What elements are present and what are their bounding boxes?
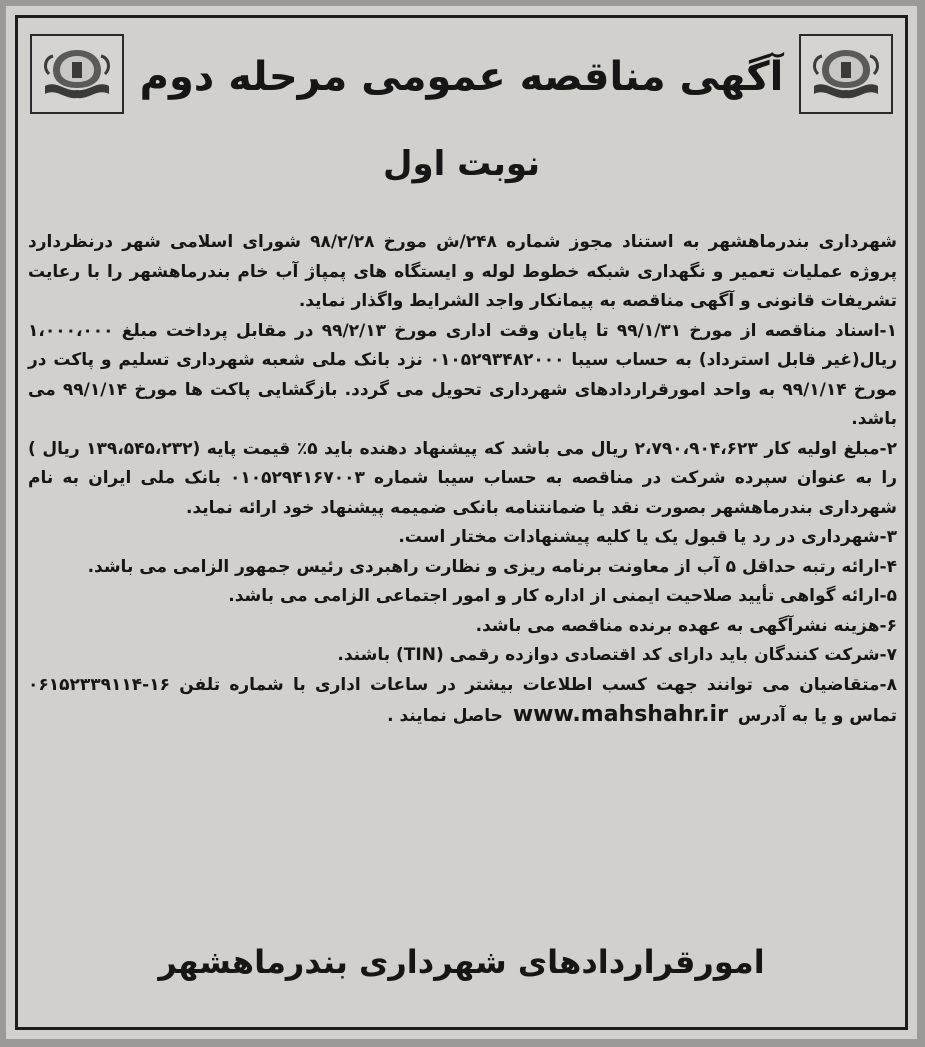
ad-subtitle: نوبت اول xyxy=(383,144,540,184)
item-8-text-after: حاصل نمایند . xyxy=(387,706,503,726)
newspaper-clipping xyxy=(6,6,917,1039)
ad-signature: امورقراردادهای شهرداری بندرماهشهر xyxy=(158,943,765,981)
item-8-text-before: ۸-متقاضیان می توانند جهت کسب اطلاعات بیشتر در ساعات اداری با شماره تلفن ۱۶-۰۶۱۵۲۳۳۹۱۱۴ تماس و یا به آدرس xyxy=(28,674,897,726)
municipality-logo-right xyxy=(799,34,893,114)
item-6: ۶-هزینه نشرآگهی به عهده برنده مناقصه می باشد. xyxy=(475,615,897,636)
item-5: ۵-ارائه گواهی تأیید صلاحیت ایمنی از اداره کار و امور اجتماعی الزامی می باشد. xyxy=(228,586,897,606)
item-7 xyxy=(28,641,897,671)
item-4: ۴-ارائه رتبه حداقل ۵ آب از معاونت برنامه ریزی و نظارت راهبردی رئیس جمهور الزامی می باشد. xyxy=(87,556,897,577)
item-8 xyxy=(28,671,897,732)
municipality-emblem-icon xyxy=(808,44,884,104)
municipality-logo-left xyxy=(30,34,124,114)
item-3: ۳-شهرداری در رد یا قبول یک یا کلیه پیشنهادات مختار است. xyxy=(398,527,897,547)
item-1: ۱-اسناد مناقصه از مورخ ۹۹/۱/۳۱ تا پایان وقت اداری مورخ ۹۹/۲/۱۳ در مقابل پرداخت مبلغ ۱،۰۰۰،۰۰۰ ریال(غیر قابل استرداد) به حساب سیبا ۰۱۰۵۲۹۳۴۸۲۰۰۰ نزد بانک ملی شعبه شهرداری تسلیم و پاکت در مورخ ۹۹/۱/۱۴ به واحد امورقراردادهای شهرداری تحویل می گردد. بازگشایی پاکت ها مورخ ۹۹/۱/۱۴ می باشد. xyxy=(28,320,898,429)
ad-title: آگهی مناقصه عمومی مرحله دوم xyxy=(139,54,784,100)
municipality-emblem-icon xyxy=(39,44,115,104)
item-2: ۲-مبلغ اولیه کار ۲،۷۹۰،۹۰۴،۶۲۳ ریال می باشد که پیشنهاد دهنده باید ۵٪ قیمت پایه (۱۳۹،۵۴۵،۲۳۲ ریال ) را به عنوان سپرده شرکت در مناقصه به حساب سیبا شماره ۰۱۰۵۲۹۴۱۶۷۰۰۳ بانک ملی ایران به نام شهرداری بندرماهشهر بصورت نقد یا ضمانتنامه بانکی ضمیمه پیشنهاد خود ارائه نماید. xyxy=(28,438,897,518)
intro-paragraph: شهرداری بندرماهشهر به استناد مجوز شماره ۲۴۸/ش مورخ ۹۸/۲/۲۸ شورای اسلامی شهر درنظردارد پروژه عملیات تعمیر و نگهداری شبکه خطوط لوله و ایستگاه های پمپاژ آب خام بندرماهشهر را با رعایت تشریفات قانونی و آگهی مناقصه به پیمانکار واجد الشرایط واگذار نماید. xyxy=(28,232,898,311)
tin-code-label: TIN xyxy=(403,645,436,665)
ad-frame xyxy=(15,15,908,1030)
item-7-text-after: ) باشند. xyxy=(337,645,404,665)
item-7-text-before: ۷-شرکت کنندگان باید دارای کد اقتصادی دوازده رقمی ( xyxy=(435,645,897,665)
website-link[interactable]: www.mahshahr.ir xyxy=(512,702,728,727)
ad-body xyxy=(28,228,897,732)
